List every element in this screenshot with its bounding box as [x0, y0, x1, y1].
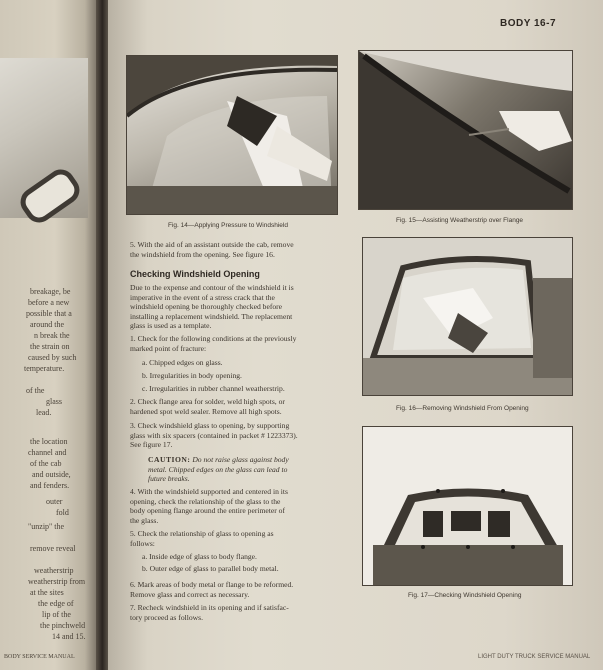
figure-15-caption: Fig. 15—Assisting Weatherstrip over Flange	[396, 217, 524, 224]
figure-14-caption: Fig. 14—Applying Pressure to Windshield	[168, 222, 288, 229]
left-page-text-line: before a new	[28, 298, 70, 307]
figure-16-photo	[362, 237, 573, 396]
text-line: future breaks.	[148, 474, 190, 484]
text-line: glass is used as a template.	[130, 321, 212, 331]
figure-16-caption: Fig. 16—Removing Windshield From Opening	[396, 405, 529, 412]
right-page	[108, 0, 603, 670]
text-line: 5. With the aid of an assistant outside the cab, remove	[130, 240, 294, 249]
figure-15-photo	[358, 50, 573, 210]
text-line: Remove glass and correct as necessary.	[130, 589, 250, 599]
left-page-text-line: temperature.	[24, 364, 65, 373]
text-line: 6. Mark areas of body metal or flange to be reformed.	[130, 580, 294, 589]
left-page-text-line: weatherstrip	[34, 566, 74, 575]
text-line: Do not raise glass against body	[192, 455, 289, 464]
text-line: imperative in the event of a stress crack that the	[130, 292, 275, 302]
left-page-photo	[0, 58, 88, 218]
caution-note	[148, 455, 289, 484]
list-item: a. Inside edge of glass to body flange.	[142, 552, 257, 561]
left-page-text-line: caused by such	[28, 353, 77, 362]
text-line: hardened spot weld sealer. Remove all high spots.	[130, 406, 282, 416]
text-line: windshield opening be thoroughly checked before	[130, 302, 283, 312]
text-line: metal. Chipped edges on the glass can lead to	[148, 464, 288, 474]
left-page-text-line: n break the	[34, 331, 70, 340]
text-line: marked point of fracture:	[130, 343, 207, 353]
page-footer: LIGHT DUTY TRUCK SERVICE MANUAL	[478, 654, 591, 660]
left-page-text-line: the edge of	[38, 599, 74, 608]
left-page	[0, 0, 100, 670]
figure-17-photo	[362, 426, 573, 586]
text-line: See figure 17.	[130, 440, 173, 450]
truck-cab-illustration	[363, 427, 572, 585]
text-line: the glass.	[130, 515, 159, 525]
list-item: b. Outer edge of glass to parallel body metal.	[142, 564, 279, 573]
text-line: 5. Check the relationship of glass to opening as	[130, 529, 274, 538]
left-page-text-line: of the	[26, 386, 45, 395]
text-line: tory proceed as follows.	[130, 612, 203, 622]
weatherstrip-flange-illustration	[359, 51, 572, 209]
page-header: BODY 16-7	[500, 18, 557, 29]
text-line: 3. Check windshield glass to opening, by supporting	[130, 421, 290, 430]
text-line: body opening flange around the entire perimeter of	[130, 506, 285, 516]
list-item: a. Chipped edges on glass.	[142, 358, 223, 367]
left-page-text-line: "unzip" the	[28, 522, 65, 531]
left-page-text-line: breakage, be	[30, 287, 71, 296]
step-2-check-flange	[130, 397, 285, 416]
step-1-checklist	[142, 356, 285, 395]
step-5-check-relationship	[130, 529, 274, 548]
section-heading: Checking Windshield Opening	[130, 269, 260, 279]
intro-paragraph	[130, 283, 294, 331]
left-page-text-line: around the	[30, 320, 64, 329]
text-line: glass with six spacers (contained in packet # 1223373).	[130, 430, 298, 440]
step-5-checklist	[142, 551, 279, 575]
left-page-text-line: the location	[30, 437, 68, 446]
left-page-text-line: the pinchweld	[40, 621, 86, 630]
left-page-text-line: remove reveal	[30, 544, 76, 553]
caution-label: CAUTION:	[148, 455, 191, 464]
step-4-center-windshield	[130, 487, 288, 525]
left-page-text-line: possible that a	[26, 309, 72, 318]
left-page-text-line: lip of the	[42, 610, 71, 619]
text-line: Due to the expense and contour of the windshield it is	[130, 283, 294, 292]
step-3-check-glass	[130, 421, 298, 450]
left-page-text-line: fold	[56, 508, 69, 517]
text-line: installing a replacement windshield. The replacement	[130, 311, 293, 321]
figure-17-caption: Fig. 17—Checking Windshield Opening	[408, 592, 522, 599]
list-item: b. Irregularities in body opening.	[142, 371, 242, 380]
text-line: 7. Recheck windshield in its opening and if satisfac-	[130, 603, 289, 612]
text-line: 2. Check flange area for solder, weld high spots, or	[130, 397, 285, 406]
windshield-removal-illustration	[363, 238, 572, 395]
text-line: 1. Check for the following conditions at the previously	[130, 334, 297, 343]
text-line: 4. With the windshield supported and centered in its	[130, 487, 288, 496]
left-page-text-line: and fenders.	[30, 481, 70, 490]
left-page-footer: BODY SERVICE MANUAL	[4, 654, 75, 660]
step-1-check-conditions	[130, 334, 296, 353]
left-page-text-line: outer	[46, 497, 63, 506]
left-page-text-line: and outside,	[32, 470, 71, 479]
text-line: follows:	[130, 538, 155, 548]
text-line: the windshield from the opening. See figure 16.	[130, 249, 275, 259]
left-page-text-line: weatherstrip from	[28, 577, 86, 586]
left-page-text-line: of the cab	[30, 459, 62, 468]
windshield-pressure-illustration	[127, 56, 337, 214]
left-page-text-line: glass	[46, 397, 62, 406]
step-6-mark-areas	[130, 580, 293, 599]
left-page-text-line: 14 and 15.	[52, 632, 86, 641]
left-page-text-line: lead.	[36, 408, 52, 417]
left-page-text-line: the strain on	[30, 342, 70, 351]
step-5-remove-windshield	[130, 240, 294, 259]
list-item: c. Irregularities in rubber channel weatherstrip.	[142, 384, 285, 393]
left-page-text-line: channel and	[28, 448, 67, 457]
weatherstrip-graphic	[15, 164, 85, 228]
text-line: opening, check the relationship of the glass to the	[130, 496, 281, 506]
step-7-recheck	[130, 603, 289, 622]
left-page-text-line: at the sites	[30, 588, 64, 597]
figure-14-photo	[126, 55, 338, 215]
